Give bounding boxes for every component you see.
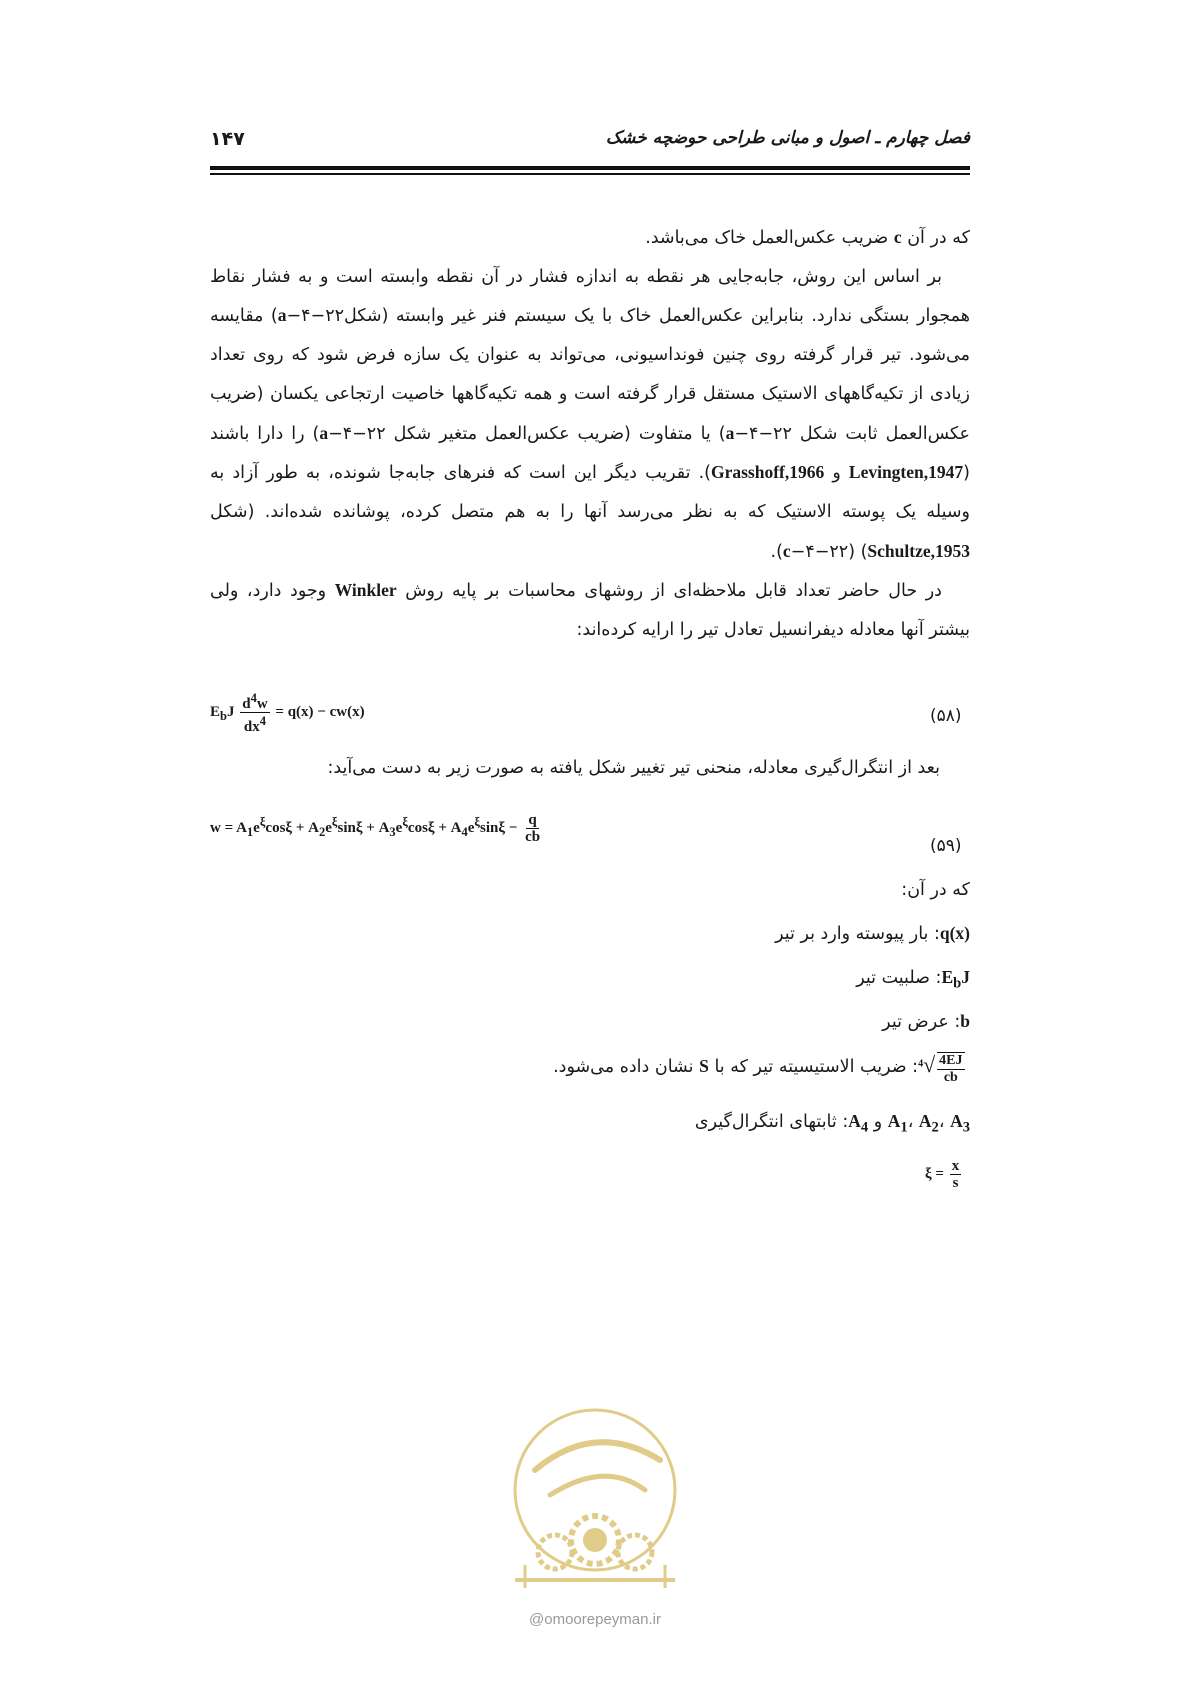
paragraph-2: بر اساس این روش، جابه‌جایی هر نقطه به اندازه فشار در آن نقطه وابسته است و به فشار نقاط همجوار بستگی ندارد. بنابراین عکس‌العمل خاک با یک سیستم فنر غیر وابسته (شکلa−۴−۲۲) مقایسه می‌شود. تیر قرار گرفته روی چنین فونداسیونی، می‌تواند به عنوان یک سازه فرض شود که روی تعداد زیادی از تکیه‌گاههای الاستیک مستقل قرار گرفته است و همه تکیه‌گاهها خاصیت ارتجاعی یکسان (ضریب عکس‌العمل ثابت شکل a−۴−۲۲) یا متفاوت (ضریب عکس‌العمل متغیر شکل a−۴−۲۲) را دارا باشند (Levingten,1947 و Grasshoff,1966). تقریب دیگر این است که فنرهای جابه‌جا شونده، به طور آزاد به وسیله یک پوسته الاستیک که به نظر می‌رسد آنها را به هم متصل کرده، پوشانده شده‌اند. (شکل c−۴−۲۲) (Schultze,1953). (210, 266, 970, 562)
definition-constants: $A_1،$ $A_2،$ $A_3$ و $A_4$: ثابتهای انتگرال‌گیری (694, 1111, 970, 1136)
xi-definition: ξ = $\frac{x}{s}$ (925, 1158, 960, 1191)
equation-58-number: (۵۸) (930, 706, 962, 726)
equation-58: $E_bJ$ $\frac{d^4w}{dx^4}$ = q(x) − cw(x) (210, 691, 365, 735)
definition-b: b: عرض تیر (882, 1011, 970, 1032)
paragraph-3: در حال حاضر تعداد قابل ملاحظه‌ای از روشهای محاسبات بر پایه روش Winkler وجود دارد، ولی بیشتر آنها معادله دیفرانسیل تعادل تیر را ارایه کرده‌اند: (210, 580, 970, 641)
header-rule-thin (210, 173, 970, 175)
page-number: ۱۴۷ (210, 128, 245, 150)
copyright-icon: @ (529, 1611, 545, 1628)
header-rule-thick (210, 166, 970, 170)
chapter-title: فصل چهارم ـ اصول و مبانی طراحی حوضچه خشک (605, 128, 970, 148)
citation-grasshoff: Grasshoff,1966 (710, 462, 825, 483)
watermark-logo (495, 1400, 695, 1600)
where-label: که در آن: (901, 880, 970, 900)
body-text (210, 218, 970, 650)
citation-schultze: Schultze,1953 (867, 540, 970, 561)
paragraph-1: که در آن c ضریب عکس‌العمل خاک می‌باشد. (645, 227, 970, 248)
derivative-fraction: $\frac{d^4w}{dx^4}$ (242, 691, 268, 735)
page-header (210, 128, 970, 154)
watermark-url: @omoorepeyman.ir (529, 1611, 661, 1628)
paragraph-4: بعد از انتگرال‌گیری معادله، منحنی تیر تغییر شکل یافته به صورت زیر به دست می‌آید: (327, 758, 940, 778)
citation-levingten: Levingten,1947 (848, 462, 964, 483)
fourth-root-expression: $^4$√ $\frac{4EJ}{cb}$ (918, 1052, 963, 1085)
definition-ebj: $E_bJ$: صلبیت تیر (856, 967, 970, 992)
equation-59: $w = A_1e^\xi\cos\xi + A_2e^\xi\sin\xi + A_3e^\xi\cos\xi + A_4e^\xi\sin\xi$ − $\frac{q}{cb}$ (210, 812, 541, 845)
equation-59-number: (۵۹) (930, 836, 962, 856)
definition-qx: q(x): بار پیوسته وارد بر تیر (775, 923, 970, 944)
definition-s: $^4$√ $\frac{4EJ}{cb}$ : ضریب الاستیسیته تیر که با S نشان داده می‌شود. (553, 1052, 970, 1086)
